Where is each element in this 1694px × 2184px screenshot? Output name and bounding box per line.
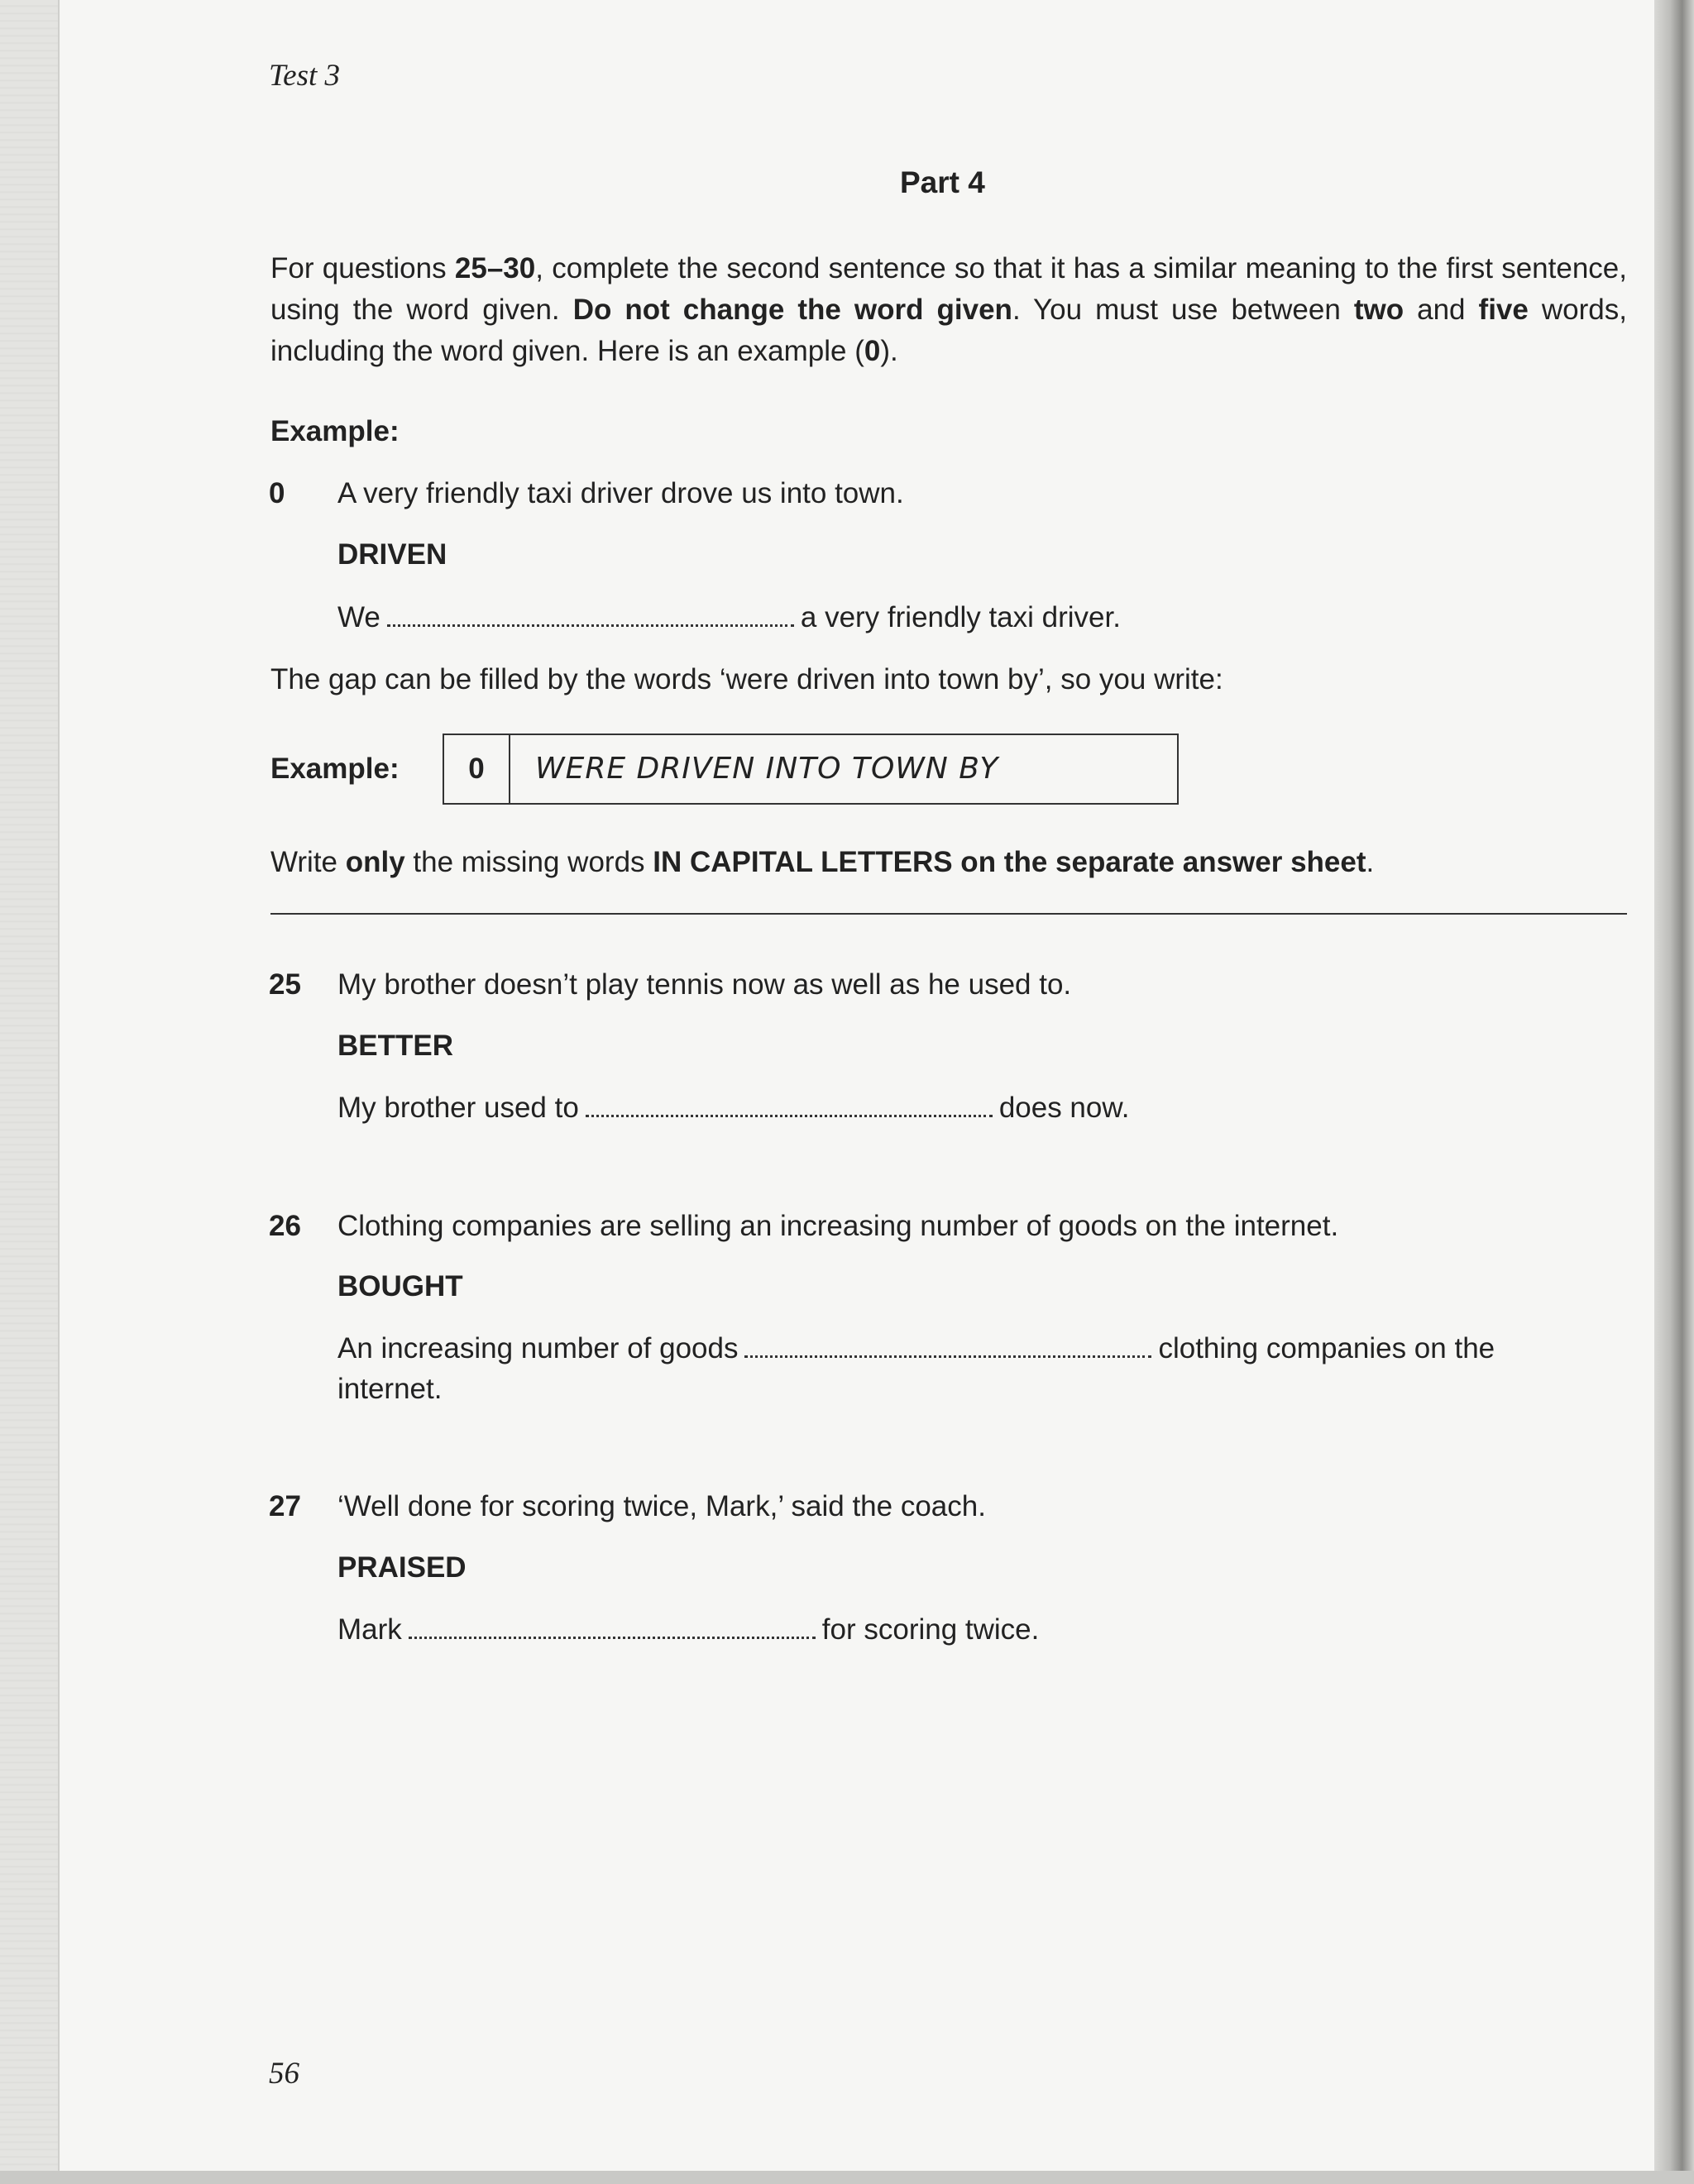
question-keyword: BETTER xyxy=(337,1030,453,1062)
example-box-answer: WERE DRIVEN INTO TOWN BY xyxy=(535,752,999,786)
part-title: Part 4 xyxy=(900,165,985,199)
question-number: 26 xyxy=(269,1210,301,1242)
question-gap-sentence: An increasing number of goods clothing companies on the xyxy=(337,1332,1495,1364)
question-keyword: BOUGHT xyxy=(337,1270,463,1302)
example-keyword: DRIVEN xyxy=(337,538,447,571)
example-sentence: A very friendly taxi driver drove us into town. xyxy=(337,477,904,509)
example-explanation: The gap can be filled by the words ‘were driven into town by’, so you write: xyxy=(270,663,1223,695)
example-answer-box xyxy=(443,734,1179,805)
answer-gap[interactable] xyxy=(409,1637,816,1639)
example-heading: Example: xyxy=(270,415,400,447)
question-keyword: PRAISED xyxy=(337,1551,467,1584)
instructions: For questions 25–30, complete the second sentence so that it has a similar meaning to the first sentence, using the word given. Do not change the word given. You must use between two and five words, including the word given. Here is an example (0). xyxy=(270,252,1627,367)
question-sentence: Clothing companies are selling an increasing number of goods on the internet. xyxy=(337,1210,1339,1242)
page-edge xyxy=(1654,0,1694,2184)
page-gutter xyxy=(0,0,58,2184)
example-gap-sentence: We a very friendly taxi driver. xyxy=(337,601,1121,633)
question-sentence: ‘Well done for scoring twice, Mark,’ said the coach. xyxy=(337,1490,986,1522)
question-number: 25 xyxy=(269,968,301,1001)
page-number: 56 xyxy=(269,2057,299,2091)
example-box-number: 0 xyxy=(444,735,510,803)
answer-gap xyxy=(387,624,794,627)
answer-gap[interactable] xyxy=(744,1355,1151,1358)
section-divider xyxy=(270,913,1627,915)
page-bottom-edge xyxy=(0,2171,1694,2184)
question-number: 27 xyxy=(269,1490,301,1522)
running-head: Test 3 xyxy=(269,59,341,93)
answer-gap[interactable] xyxy=(586,1115,993,1117)
question-sentence: My brother doesn’t play tennis now as well as he used to. xyxy=(337,968,1072,1001)
question-gap-sentence: Mark for scoring twice. xyxy=(337,1613,1040,1646)
question-gap-sentence: My brother used to does now. xyxy=(337,1092,1130,1124)
example-box-label: Example: xyxy=(270,753,400,785)
question-gap-sentence-continued: internet. xyxy=(337,1373,443,1405)
example-number: 0 xyxy=(269,477,285,509)
write-instruction: Write only the missing words IN CAPITAL LETTERS on the separate answer sheet. xyxy=(270,846,1375,878)
